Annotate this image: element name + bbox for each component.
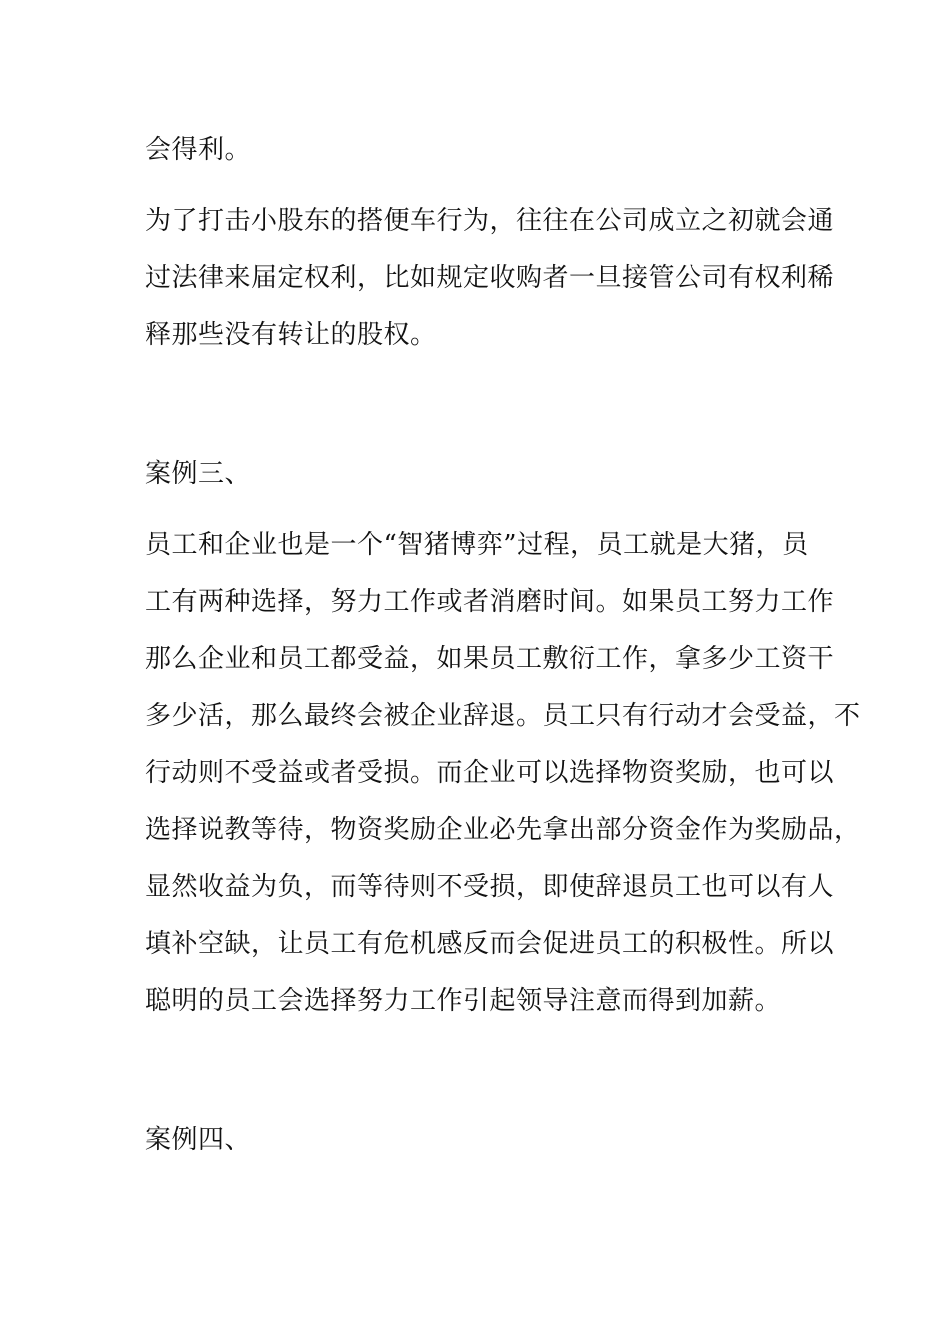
- paragraph-line: 过法律来届定权利，比如规定收购者一旦接管公司有权利稀: [145, 263, 835, 293]
- paragraph-line: 填补空缺，让员工有危机感反而会促进员工的积极性。所以: [145, 929, 835, 959]
- paragraph-line: 释那些没有转让的股权。: [145, 320, 437, 350]
- section-heading: 案例四、: [145, 1125, 252, 1155]
- section-heading: 案例三、: [145, 459, 252, 489]
- paragraph-line: 显然收益为负，而等待则不受损，即使辞退员工也可以有人: [145, 872, 835, 902]
- paragraph-line: 选择说教等待，物资奖励企业必先拿出部分资金作为奖励品，: [145, 815, 861, 845]
- paragraph-line: 那么企业和员工都受益，如果员工敷衍工作，拿多少工资干: [145, 644, 835, 674]
- paragraph-line: 会得利。: [145, 135, 252, 165]
- paragraph-line: 多少活，那么最终会被企业辞退。员工只有行动才会受益，不: [145, 701, 861, 731]
- paragraph-line: 工有两种选择，努力工作或者消磨时间。如果员工努力工作: [145, 587, 835, 617]
- paragraph-line: 聪明的员工会选择努力工作引起领导注意而得到加薪。: [145, 986, 782, 1016]
- paragraph-line: 行动则不受益或者受损。而企业可以选择物资奖励，也可以: [145, 758, 835, 788]
- paragraph-line: 员工和企业也是一个“智猪博弈”过程，员工就是大猪，员: [145, 530, 809, 560]
- paragraph-line: 为了打击小股东的搭便车行为，往往在公司成立之初就会通: [145, 206, 835, 236]
